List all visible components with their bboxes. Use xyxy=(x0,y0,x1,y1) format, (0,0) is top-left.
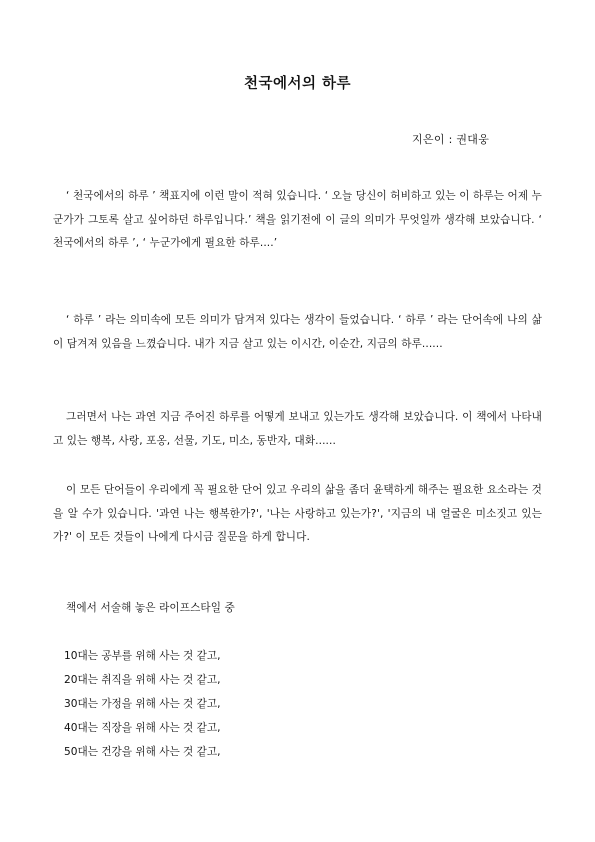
paragraph-5-text: 책에서 서술해 놓은 라이프스타일 중 xyxy=(66,602,235,614)
paragraph-2-text: ‘ 하루 ’ 라는 의미속에 모든 의미가 담겨져 있다는 생각이 들었습니다. ‘ 하루 ’ 라는 단어속에 나의 삶이 담겨져 있음을 느꼈습니다. 내가 지금 살고 있는 이시간, 이순간, 지금의 하루...... xyxy=(53,314,542,350)
paragraph-4-text: 이 모든 단어들이 우리에게 꼭 필요한 단어 있고 우리의 삶을 좀더 윤택하게 해주는 필요한 요소라는 것을 알 수가 있습니다. '과연 나는 행복한가?', '나는 사랑하고 있는가?', '지금의 내 얼굴은 미소짓고 있는가?' 이 모든 것들이 나에게 다시금 질문을 하게 합니다. xyxy=(53,484,542,543)
list-item: 10대는 공부를 위해 사는 것 같고, xyxy=(64,650,221,662)
paragraph-3 xyxy=(53,406,542,453)
paragraph-5 xyxy=(53,597,542,621)
list-item: 30대는 가정을 위해 사는 것 같고, xyxy=(64,698,221,710)
lifestyle-list xyxy=(64,644,221,764)
list-item: 40대는 직장을 위해 사는 것 같고, xyxy=(64,722,221,734)
paragraph-4 xyxy=(53,479,542,550)
author-line: 지은이 : 권대웅 xyxy=(412,133,490,146)
paragraph-2 xyxy=(53,309,542,356)
list-item: 20대는 취직을 위해 사는 것 같고, xyxy=(64,674,221,686)
document-title: 천국에서의 하루 xyxy=(243,76,352,92)
paragraph-1-text: ‘ 천국에서의 하루 ’ 책표지에 이런 말이 적혀 있습니다. ‘ 오늘 당신이 허비하고 있는 이 하루는 어제 누군가가 그토록 살고 싶어하던 하루입니다.’ 책을 읽기전에 이 글의 의미가 무엇일까 생각해 보았습니다. ‘ 천국에서의 하루 ’, ‘ 누군가에게 필요한 하루....’ xyxy=(53,190,542,249)
paragraph-1 xyxy=(53,185,542,256)
list-item: 50대는 건강을 위해 사는 것 같고, xyxy=(64,746,221,758)
paragraph-3-text: 그러면서 나는 과연 지금 주어진 하루를 어떻게 보내고 있는가도 생각해 보았습니다. 이 책에서 나타내고 있는 행복, 사랑, 포옹, 선물, 기도, 미소, 동반자, 대화...... xyxy=(53,411,542,447)
